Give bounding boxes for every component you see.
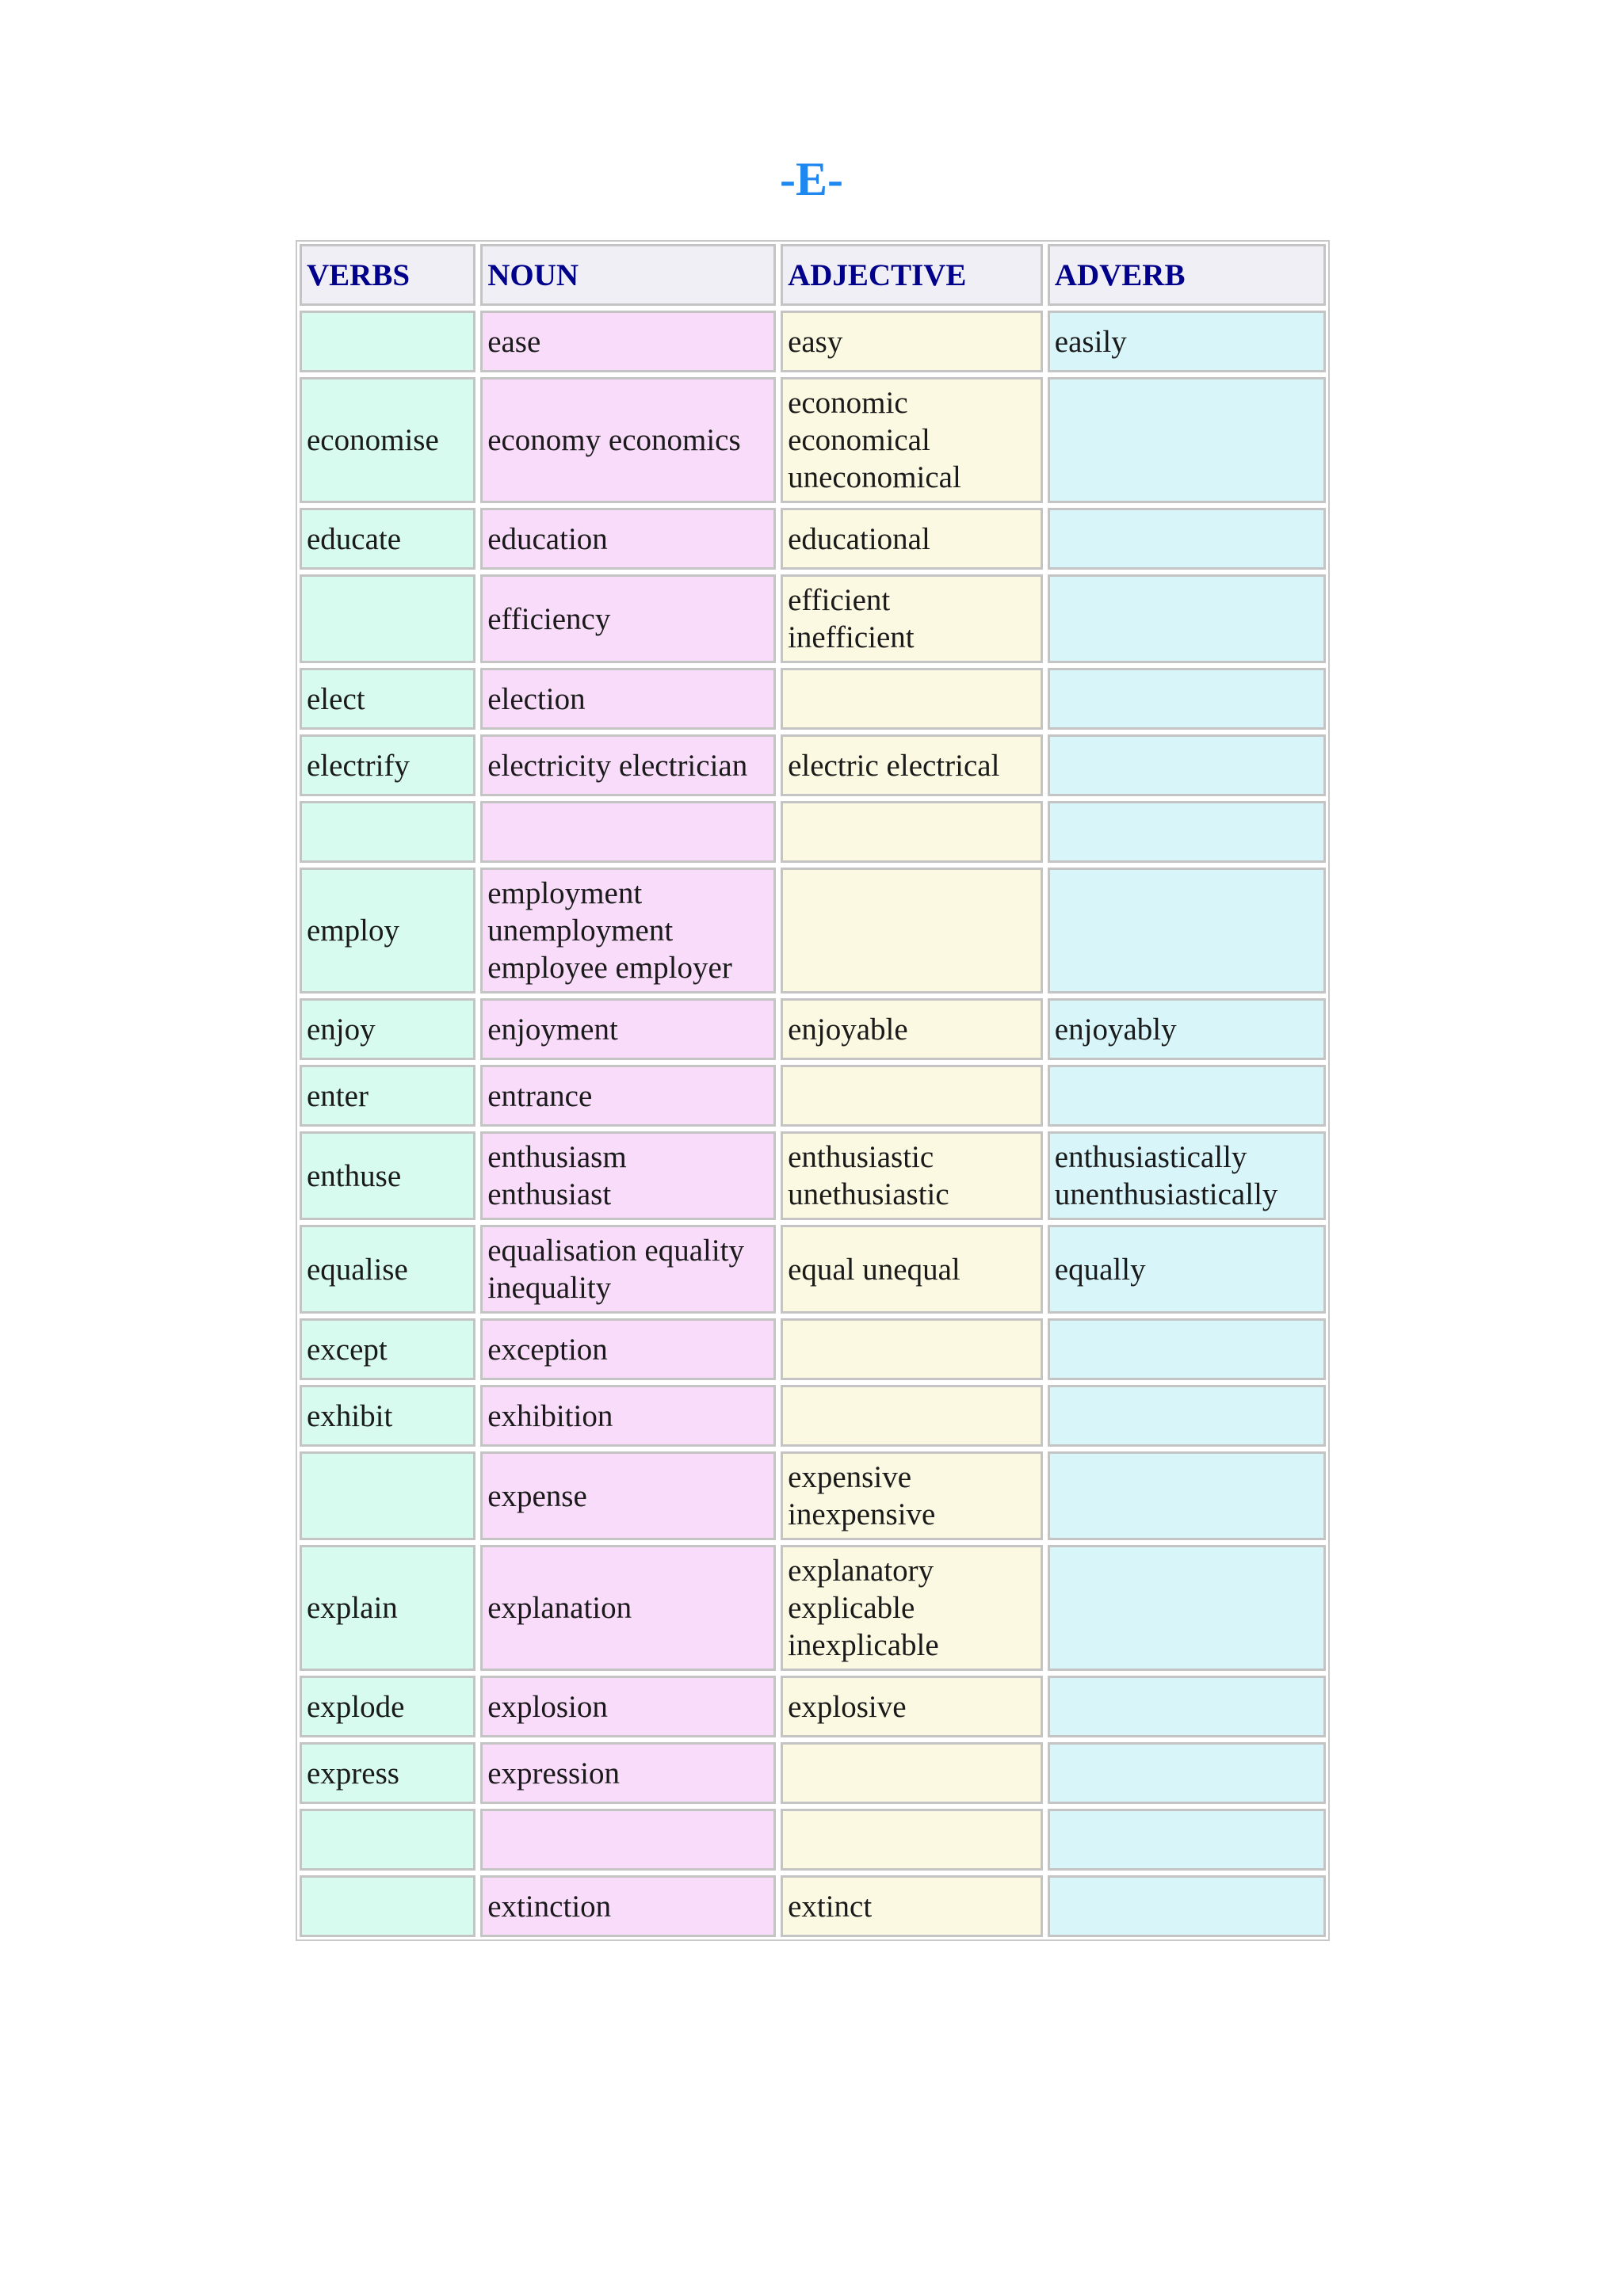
cell-adverb: [1048, 868, 1326, 994]
cell-adjective: [781, 1385, 1043, 1447]
cell-verb: economise: [300, 377, 475, 503]
cell-noun: ease: [480, 311, 776, 372]
cell-adverb: [1048, 1065, 1326, 1127]
cell-noun: exception: [480, 1318, 776, 1380]
cell-noun: expression: [480, 1742, 776, 1804]
cell-noun: efficiency: [480, 574, 776, 663]
header-adjective: ADJECTIVE: [781, 244, 1043, 306]
cell-verb: enthuse: [300, 1131, 475, 1220]
cell-adverb: [1048, 801, 1326, 863]
table-row: [300, 1318, 1326, 1380]
cell-noun: equalisation equality inequality: [480, 1225, 776, 1314]
cell-verb: exhibit: [300, 1385, 475, 1447]
cell-noun: economy economics: [480, 377, 776, 503]
table-row: [300, 868, 1326, 994]
table-row: [300, 998, 1326, 1060]
cell-verb: explode: [300, 1676, 475, 1737]
header-noun: NOUN: [480, 244, 776, 306]
cell-adverb: enthusiastically unenthusiastically: [1048, 1131, 1326, 1220]
cell-adverb: [1048, 668, 1326, 730]
cell-adjective: [781, 1318, 1043, 1380]
cell-verb: employ: [300, 868, 475, 994]
cell-adjective: economic economical uneconomical: [781, 377, 1043, 503]
cell-noun: employment unemployment employee employer: [480, 868, 776, 994]
cell-adverb: [1048, 1742, 1326, 1804]
cell-verb: [300, 1875, 475, 1937]
cell-adjective: [781, 801, 1043, 863]
cell-noun: expense: [480, 1451, 776, 1540]
cell-verb: except: [300, 1318, 475, 1380]
cell-adjective: enthusiastic unethusiastic: [781, 1131, 1043, 1220]
table-row: [300, 801, 1326, 863]
header-adverb: ADVERB: [1048, 244, 1326, 306]
cell-noun: enthusiasm enthusiast: [480, 1131, 776, 1220]
cell-adjective: [781, 1809, 1043, 1871]
cell-adjective: enjoyable: [781, 998, 1043, 1060]
cell-noun: explosion: [480, 1676, 776, 1737]
table-row: [300, 1385, 1326, 1447]
table-row: [300, 1225, 1326, 1314]
cell-adjective: explosive: [781, 1676, 1043, 1737]
cell-adjective: educational: [781, 508, 1043, 570]
cell-adjective: explanatory explicable inexplicable: [781, 1545, 1043, 1671]
cell-verb: enjoy: [300, 998, 475, 1060]
cell-noun: electricity electrician: [480, 734, 776, 796]
cell-adjective: electric electrical: [781, 734, 1043, 796]
page-heading: -E-: [780, 153, 843, 205]
cell-noun: election: [480, 668, 776, 730]
cell-noun: extinction: [480, 1875, 776, 1937]
cell-adverb: [1048, 1318, 1326, 1380]
table-row: [300, 1451, 1326, 1540]
cell-noun: explanation: [480, 1545, 776, 1671]
table-row: [300, 1809, 1326, 1871]
table-row: [300, 1065, 1326, 1127]
cell-adverb: [1048, 1875, 1326, 1937]
table-row: [300, 508, 1326, 570]
header-verbs: VERBS: [300, 244, 475, 306]
cell-adverb: [1048, 508, 1326, 570]
cell-adjective: efficient inefficient: [781, 574, 1043, 663]
cell-noun: [480, 1809, 776, 1871]
cell-adverb: [1048, 1451, 1326, 1540]
table-row: [300, 574, 1326, 663]
cell-adverb: [1048, 1676, 1326, 1737]
table-row: [300, 377, 1326, 503]
cell-verb: [300, 801, 475, 863]
cell-verb: [300, 311, 475, 372]
table-row: [300, 668, 1326, 730]
cell-noun: exhibition: [480, 1385, 776, 1447]
table-body: [300, 311, 1326, 1937]
cell-adjective: extinct: [781, 1875, 1043, 1937]
cell-verb: electrify: [300, 734, 475, 796]
cell-verb: explain: [300, 1545, 475, 1671]
cell-adverb: [1048, 1385, 1326, 1447]
table-row: [300, 1676, 1326, 1737]
cell-noun: education: [480, 508, 776, 570]
cell-adjective: [781, 1742, 1043, 1804]
cell-adverb: [1048, 734, 1326, 796]
cell-adjective: expensive inexpensive: [781, 1451, 1043, 1540]
table-row: [300, 734, 1326, 796]
cell-verb: [300, 1809, 475, 1871]
table-row: [300, 1742, 1326, 1804]
cell-adverb: enjoyably: [1048, 998, 1326, 1060]
cell-adjective: easy: [781, 311, 1043, 372]
cell-adjective: equal unequal: [781, 1225, 1043, 1314]
cell-adverb: [1048, 377, 1326, 503]
table-row: [300, 1875, 1326, 1937]
cell-adjective: [781, 1065, 1043, 1127]
cell-verb: enter: [300, 1065, 475, 1127]
table-header-row: [300, 244, 1326, 306]
table-row: [300, 1545, 1326, 1671]
cell-verb: elect: [300, 668, 475, 730]
cell-noun: enjoyment: [480, 998, 776, 1060]
cell-verb: [300, 574, 475, 663]
cell-adverb: [1048, 1809, 1326, 1871]
cell-adjective: [781, 868, 1043, 994]
table-row: [300, 311, 1326, 372]
cell-verb: educate: [300, 508, 475, 570]
cell-adverb: easily: [1048, 311, 1326, 372]
cell-adverb: equally: [1048, 1225, 1326, 1314]
cell-verb: express: [300, 1742, 475, 1804]
cell-noun: entrance: [480, 1065, 776, 1127]
cell-noun: [480, 801, 776, 863]
word-forms-table-frame: [296, 240, 1330, 1941]
cell-verb: equalise: [300, 1225, 475, 1314]
cell-adverb: [1048, 1545, 1326, 1671]
cell-adjective: [781, 668, 1043, 730]
word-forms-table: [295, 239, 1331, 1942]
table-row: [300, 1131, 1326, 1220]
cell-adverb: [1048, 574, 1326, 663]
cell-verb: [300, 1451, 475, 1540]
